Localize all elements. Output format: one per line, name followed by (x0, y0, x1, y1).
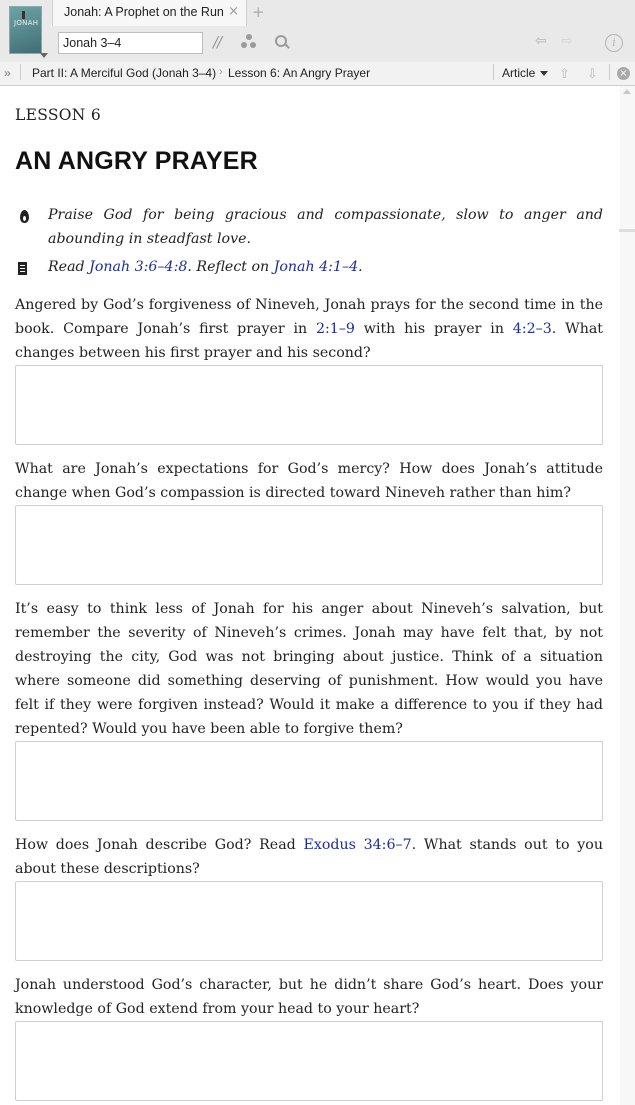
tab-close-icon[interactable]: × (228, 4, 239, 19)
reading-text: Read Jonah 3:6–4:8. Reflect on Jonah 4:1–4. (48, 259, 363, 275)
visual-filter-icon[interactable] (240, 34, 258, 50)
lesson-number: LESSON 6 (15, 106, 102, 124)
answer-field-4[interactable] (15, 881, 603, 961)
answer-field-3[interactable] (15, 741, 603, 821)
parallel-icon[interactable]: // (213, 33, 222, 51)
scripture-link[interactable]: Jonah 3:6–4:8 (89, 259, 188, 275)
scripture-link[interactable]: Jonah 4:1–4 (273, 259, 359, 275)
question-3: It’s easy to think less of Jonah for his anger about Nineveh’s salvation, but remember the severity of Nineveh’s crimes. Jonah may have felt that, by not destroying the city, God was not bringing about justice. Think of a situation where someone did something deserving of punishment. How would you have felt if they were forgiven instead? Would it make a difference to you if they had repented? Would you have been able to forgive them? (15, 601, 603, 737)
book-cover-thumbnail[interactable] (9, 6, 42, 54)
question-1: Angered by God’s forgiveness of Nineveh, Jonah prays for the second time in the book. Compare Jonah’s first prayer in 2:1–9 with his prayer in 4:2–3. What changes between his first prayer and his second? (15, 297, 603, 361)
scroll-up-icon[interactable] (623, 89, 631, 94)
scrollbar[interactable] (620, 86, 635, 1105)
answer-field-5[interactable] (15, 1021, 603, 1101)
pin-icon (22, 11, 25, 19)
question-2: What are Jonah’s expectations for God’s mercy? How does Jonah’s attitude change when God’s compassion is directed toward Nineveh rather than him? (15, 461, 603, 501)
previous-section-icon[interactable]: ⇧ (559, 66, 570, 81)
breadcrumb (0, 62, 635, 86)
book-cover-label: JONAH (14, 19, 39, 27)
close-panel-icon[interactable]: × (617, 67, 630, 80)
divider (20, 64, 21, 80)
scrollbar-thumb[interactable] (619, 229, 635, 232)
back-arrow-icon[interactable]: ⇦ (535, 33, 547, 49)
page-title: AN ANGRY PRAYER (15, 147, 258, 175)
info-icon[interactable]: i (605, 34, 623, 52)
scripture-link[interactable]: 2:1–9 (316, 321, 355, 337)
chevron-down-icon[interactable] (40, 53, 48, 58)
chevron-down-icon[interactable] (540, 71, 548, 76)
question-5: Jonah understood God’s character, but he didn’t share God’s heart. Does your knowledge of God extend from your head to your heart? (15, 977, 603, 1017)
tab-resource[interactable] (52, 0, 247, 26)
breadcrumb-part[interactable]: Part II: A Merciful God (Jonah 3–4) (32, 66, 217, 80)
forward-arrow-icon[interactable]: ⇨ (561, 33, 573, 49)
scripture-link[interactable]: 4:2–3 (512, 321, 552, 337)
top-toolbar (0, 0, 635, 63)
answer-field-2[interactable] (15, 505, 603, 585)
breadcrumb-lesson[interactable]: Lesson 6: An Angry Prayer (228, 66, 371, 80)
question-4: How does Jonah describe God? Read Exodus 34:6–7. What stands out to you about these descriptions? (15, 837, 603, 877)
view-mode-dropdown[interactable]: Article (502, 66, 536, 80)
new-tab-button[interactable]: + (252, 3, 265, 21)
prayer-text: Praise God for being gracious and compassionate, slow to anger and abounding in steadfast love. (48, 207, 603, 247)
expand-panel-icon[interactable]: » (4, 66, 11, 80)
scripture-link[interactable]: Exodus 34:6–7 (303, 837, 412, 853)
search-icon[interactable] (275, 35, 289, 49)
next-section-icon[interactable]: ⇩ (587, 66, 598, 81)
breadcrumb-separator-icon: › (219, 66, 223, 78)
divider (493, 64, 494, 80)
reference-input[interactable]: Jonah 3–4 (58, 32, 203, 54)
divider (609, 64, 610, 80)
answer-field-1[interactable] (15, 365, 603, 445)
tab-title: Jonah: A Prophet on the Run (64, 5, 224, 19)
